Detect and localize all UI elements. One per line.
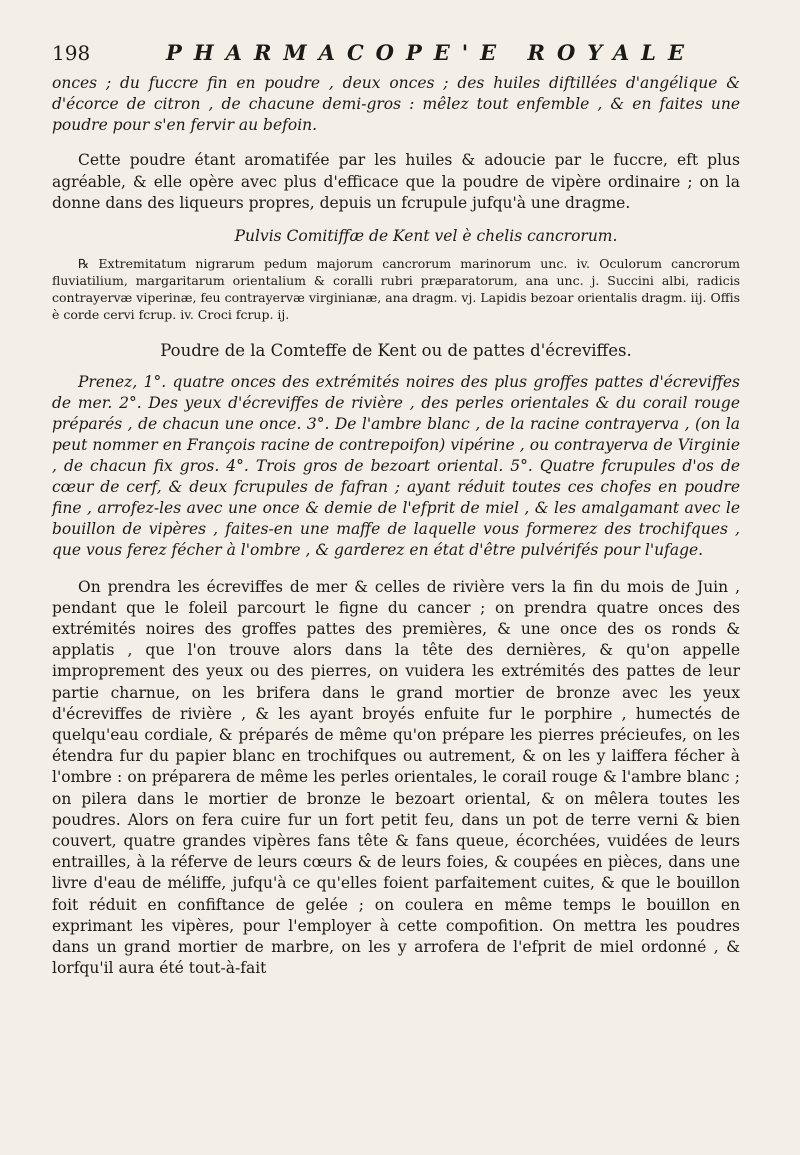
preparation-instructions: Prenez, 1°. quatre onces des extrémités noires des plus groffes pattes d'écreviffes de mer. 2°. Des yeux d'écreviffes de rivière , des perles orientales & du corail rouge préparés , de chacun une once. 3°. De l'ambre blanc , de la racine contrayerva , (on la peut nommer en François racine de contrepoifon) vipérine , ou contrayerva de Virginie , de chacun fix gros. 4°. Trois gros de bezoart oriental. 5°. Quatre fcrupules d'os de cœur de cerf, & deux fcrupules de fafran ; ayant réduit toutes ces chofes en poudre fine , arrofez-les avec une once & demie de l'efprit de miel , & les amalgamant avec le bouillon de vipères , faites-en une maffe de laquelle vous formerez des trochifques , que vous ferez fécher à l'ombre , & garderez en état d'être pulvérifés pour l'ufage.: [52, 372, 740, 559]
latin-recipe: ℞ Extremitatum nigrarum pedum majorum cancrorum marinorum unc. iv. Oculorum cancrorum fluviatilium, margaritarum orientalium & coralli rubri præparatorum, ana unc. j. Succini albi, radicis contrayervæ viperinæ, feu contrayervæ virginianæ, ana dragm. vj. Lapidis bezoar orientalis dragm. iij. Offis è corde cervi fcrup. iv. Croci fcrup. ij.: [52, 255, 740, 322]
continuation-text: onces ; du fuccre fin en poudre , deux onces ; des huiles diftillées d'angélique & d'écorce de citron , de chacune demi-gros : mêlez tout enfemble , & en faites une poudre pour s'en fervir au befoin.: [52, 74, 740, 134]
paragraph-method: On prendra les écreviffes de mer & celles de rivière vers la fin du mois de Juin , pendant que le foleil parcourt le figne du cancer ; on prendra quatre onces des extrémités noires des groffes pattes des premières, & une once des os ronds & applatis , que l'on trouve alors dans la tête des dernières, & qu'on appelle improprement des yeux ou des pierres, on vuidera les extrémités des pattes de leur partie charnue, on les brifera dans le grand mortier de bronze avec les yeux d'écreviffes de rivière , & les ayant broyés enfuite fur le porphire , humectés de quelqu'eau cordiale, & préparés de même qu'on prépare les pierres précieufes, on les étendra fur du papier blanc en trochifques ou autrement, & on les y laiffera fécher à l'ombre : on préparera de même les perles orientales, le corail rouge & l'ambre blanc ; on pilera dans le mortier de bronze le bezoart oriental, & on mêlera toutes les poudres. Alors on fera cuire fur un fort petit feu, dans un pot de terre verni & bien couvert, quatre grandes vipères fans tête & fans queue, écorchées, vuidées de leurs entrailles, à la réferve de leurs cœurs & de leurs foies, & coupées en pièces, dans une livre d'eau de méliffe, jufqu'à ce qu'elles foient parfaitement cuites, & que le bouillon foit réduit en confiftance de gelée ; on coulera en même temps le bouillon en exprimant les vipères, pour l'employer à cette compofition. On mettra les poudres dans un grand mortier de marbre, on les y arrofera de l'efprit de miel ordonné , & lorfqu'il aura été tout-à-fait: [52, 577, 740, 978]
section-heading: Poudre de la Comteffe de Kent ou de pattes d'écreviffes.: [160, 340, 632, 360]
paragraph-powder-description: Cette poudre étant aromatifée par les huiles & adoucie par le fuccre, eft plus agréable, & elle opère avec plus d'efficace que la poudre de vipère ordinaire ; on la donne dans des liqueurs propres, depuis un fcrupule jufqu'à une dragme.: [52, 151, 740, 212]
page-number: 198: [52, 41, 91, 65]
running-title: PHARMACOPE'E ROYALE: [166, 40, 696, 65]
formula-title: Pulvis Comitiffæ de Kent vel è chelis cancrorum.: [234, 226, 618, 245]
page-header: [52, 40, 740, 65]
